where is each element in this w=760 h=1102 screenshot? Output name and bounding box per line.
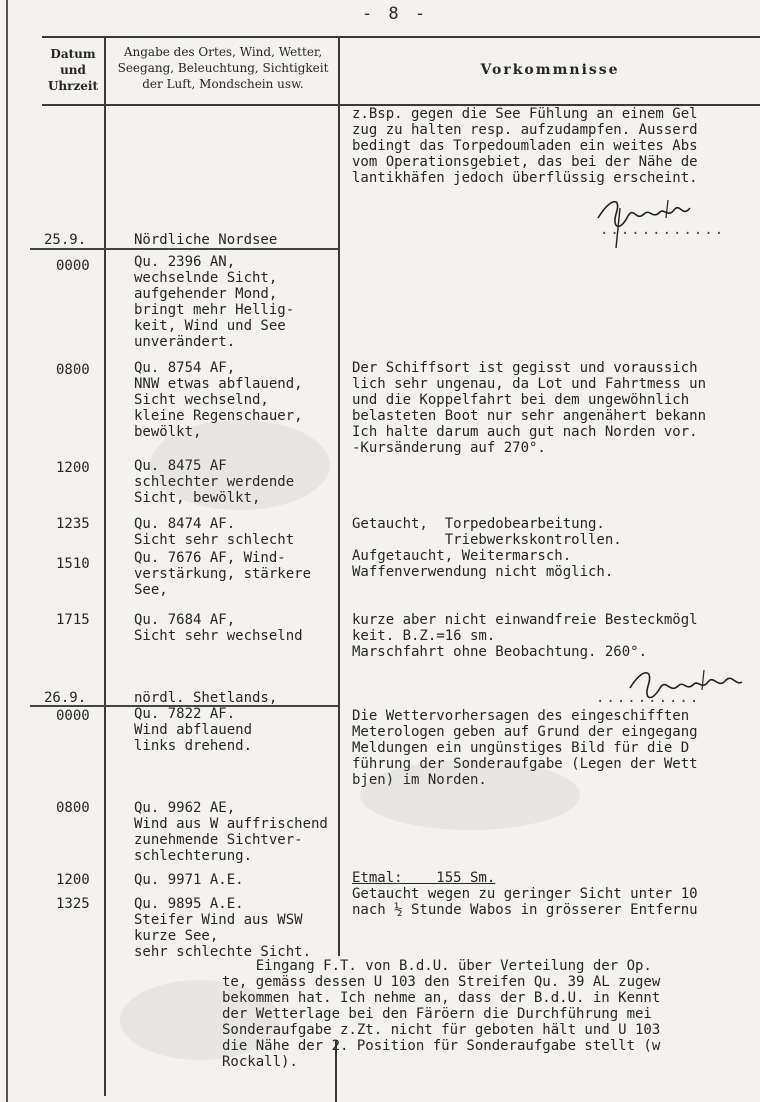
date-rule-25 [30,248,338,250]
entry-location: Qu. 2396 AN, wechselnde Sicht, aufgehender Mond, bringt mehr Hellig- keit, Wind und See unverändert. [134,254,295,350]
dotted-rule-2: .......... [596,690,701,706]
entry-events: Getaucht wegen zu geringer Sicht unter 10 nach ½ Stunde Wabos in grösserer Entfernu [352,886,698,918]
entry-location: Qu. 7684 AF, Sicht sehr wechselnd [134,612,303,644]
header-location-weather: Angabe des Ortes, Wind, Wetter, Seegang, Beleuchtung, Sichtigkeit der Luft, Mondschein usw. [117,45,329,91]
entry-time: 0000 [56,708,90,724]
entry-events: Die Wettervorhersagen des eingeschifften Meterologen geben auf Grund der eingegang Meldungen ein ungünstiges Bild für die D führung der Sonderaufgabe (Legen der Wett bjen) im Norden. [352,708,698,788]
entry-location: Qu. 9895 A.E. Steifer Wind aus WSW kurze See, sehr schlechte Sicht. [134,896,312,960]
entry-time: 1715 [56,612,90,628]
entry-time: 0800 [56,362,90,378]
signature-1 [590,188,710,252]
col-divider-location [338,36,340,956]
entry-date: 26.9. [44,690,87,706]
entry-location: Qu. 9971 A.E. [134,872,244,888]
entry-location: Qu. 8754 AF, NNW etwas abflauend, Sicht wechselnd, kleine Regenschauer, bewölkt, [134,360,303,440]
header-date-time: Datum und Uhrzeit [47,47,99,93]
entry-time: 1200 [56,872,90,888]
continuation-text: z.Bsp. gegen die See Fühlung an einem Gel zug zu halten resp. aufzudampfen. Ausserd bedingt das Torpedoumladen ein weites Abs vom Operationsgebiet, das bei der Nähe de lantikhäfen jedoch überflüssig erscheint. [352,106,698,186]
entry-location: Qu. 7676 AF, Wind- verstärkung, stärkere See, [134,550,312,598]
closing-text: Eingang F.T. von B.d.U. über Verteilung der Op. te, gemäss dessen U 103 den Streifen Qu. 39 AL zugew bekommen hat. Ich nehme an, dass der B.d.U. in Kennt der Wetterlage bei den Färöern die Durchführung mei Sonderaufgabe z.Zt. nicht für geboten hält und U 103 die Nähe der 2. Position für Sonderaufgabe stellt (w Rockall). [222,958,661,1070]
entry-time: 1325 [56,896,90,912]
paper-smudge [150,420,330,510]
entry-time: 1235 [56,516,90,532]
entry-events: kurze aber nicht einwandfreie Besteckmögl keit. B.Z.=16 sm. Marschfahrt ohne Beobachtung. 260°. [352,612,698,660]
entry-location: Nördliche Nordsee [134,232,278,248]
entry-location: nördl. Shetlands, Qu. 7822 AF. Wind abflauend links drehend. [134,690,278,754]
paper-smudge [360,760,580,830]
page-number: - 8 - [361,4,429,24]
dotted-rule-1: ............ [600,222,726,238]
entry-events: Der Schiffsort ist gegisst und voraussich lich sehr ungenau, da Lot und Fahrtmess un und die Koppelfahrt bei dem ungewöhnlich belasteten Boot nur sehr angenähert bekann Ich halte darum auch gut nach Norden vor. -Kursänderung auf 270°. [352,360,707,456]
header-events: Vorkommnisse [480,62,620,78]
entry-events: Getaucht, Torpedobearbeitung. Triebwerkskontrollen. [352,516,622,548]
entry-location: Qu. 9962 AE, Wind aus W auffrischend zunehmende Sichtver- schlechterung. [134,800,328,864]
paper-smudge [120,980,280,1060]
entry-time: 1200 [56,460,90,476]
entry-date: 25.9. [44,232,87,248]
col-divider-date [104,36,106,1096]
entry-events: Aufgetaucht, Weitermarsch. Waffenverwendung nicht möglich. [352,548,614,580]
entry-location: Qu. 8474 AF. Sicht sehr schlecht [134,516,295,548]
entry-events: Etmal: 155 Sm. [352,870,496,886]
left-margin-rule [6,0,8,1102]
entry-time: 0800 [56,800,90,816]
entry-time: 1510 [56,556,90,572]
entry-time: 0000 [56,258,90,274]
entry-location: Qu. 8475 AF schlechter werdende Sicht, bewölkt, [134,458,295,506]
table-top-rule [42,36,760,38]
